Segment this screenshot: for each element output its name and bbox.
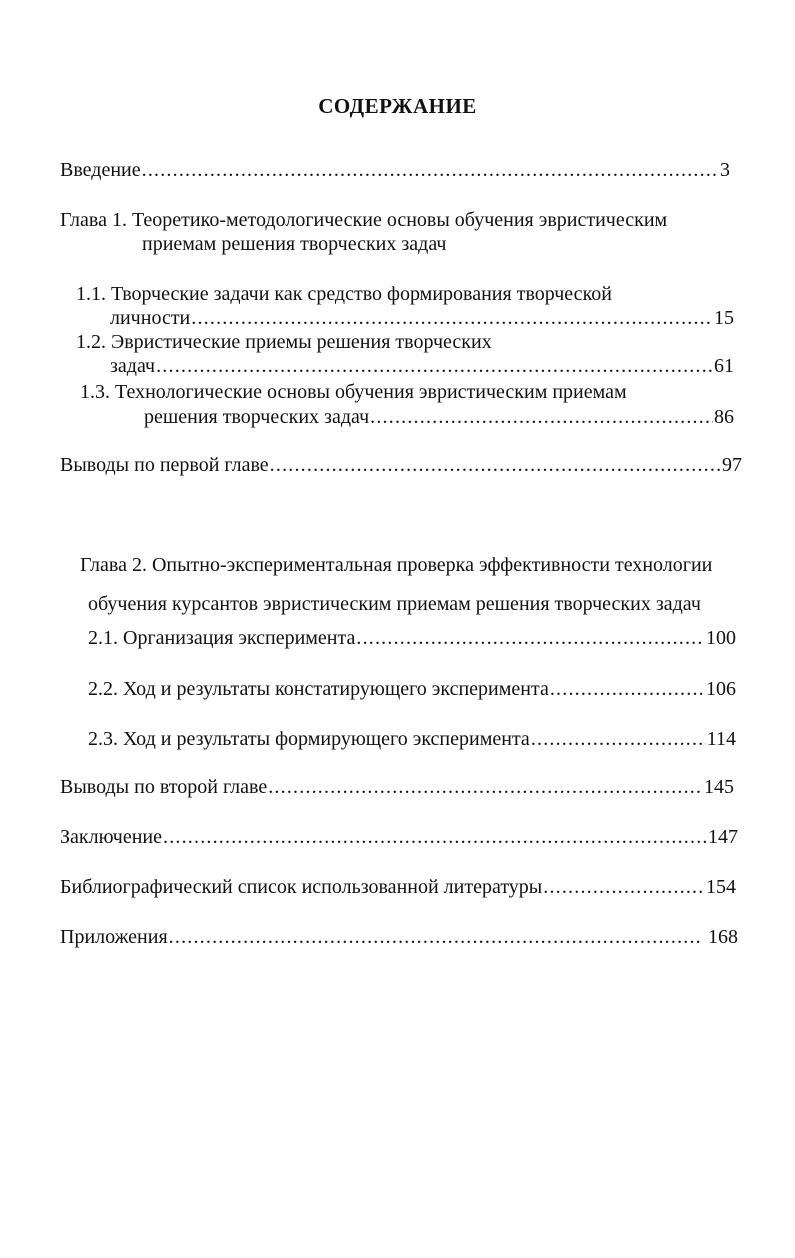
toc-page-number: 15 [714, 307, 734, 329]
leader-dots [550, 677, 705, 701]
toc-entry-appendix [60, 925, 738, 949]
toc-label: 2.2. Ход и результаты констатирующего эксперимента [88, 678, 549, 700]
toc-page-number: 61 [714, 355, 734, 377]
toc-entry-1-2 [110, 354, 734, 378]
toc-label: 2.1. Организация эксперимента [88, 627, 356, 649]
page-title: СОДЕРЖАНИЕ [318, 94, 477, 118]
section-1-1-title: 1.1. Творческие задачи как средство формирования творческой [76, 283, 612, 305]
leader-dots [191, 306, 713, 330]
leader-dots [142, 158, 719, 182]
toc-page-number: 97 [722, 454, 742, 476]
toc-page-number: 147 [708, 826, 738, 848]
toc-page-number: 106 [706, 678, 736, 700]
toc-page-number: 114 [706, 728, 736, 750]
toc-page-number: 168 [703, 926, 738, 948]
toc-entry-conclusion [60, 825, 738, 849]
toc-label: Выводы по первой главе [60, 454, 269, 476]
toc-page-number: 100 [706, 627, 736, 649]
leader-dots [268, 775, 703, 799]
toc-entry-chapter1-conclusions [60, 453, 742, 477]
leader-dots [156, 354, 713, 378]
leader-dots [370, 405, 713, 429]
leader-dots [356, 626, 705, 650]
toc-entry-2-3 [88, 727, 736, 751]
toc-label: решения творческих задач [144, 406, 370, 428]
leader-dots [163, 825, 707, 849]
leader-dots [270, 453, 721, 477]
toc-entry-bibliography [60, 875, 736, 899]
toc-label: 2.3. Ход и результаты формирующего эксперимента [88, 728, 530, 750]
section-1-2-title: 1.2. Эвристические приемы решения творческих [76, 331, 492, 353]
toc-page-number: 145 [704, 776, 734, 798]
toc-entry-1-1 [110, 306, 734, 330]
leader-dots [169, 925, 702, 949]
leader-dots [531, 727, 706, 751]
toc-page-number: 154 [706, 876, 736, 898]
chapter-heading-2: Глава 2. Опытно-экспериментальная проверка эффективности технологии [80, 554, 713, 576]
section-1-3-title: 1.3. Технологические основы обучения эвристическим приемам [80, 381, 627, 403]
toc-entry-1-3 [144, 405, 734, 429]
toc-entry-2-1 [88, 626, 736, 650]
toc-entry-chapter2-conclusions [60, 775, 734, 799]
toc-label: задач [110, 355, 156, 377]
toc-entry-intro [60, 158, 730, 182]
leader-dots [543, 875, 705, 899]
toc-page-number: 3 [720, 159, 730, 181]
toc-label: личности [110, 307, 191, 329]
chapter-heading-1-cont: приемам решения творческих задач [142, 233, 447, 255]
toc-label: Библиографический список использованной литературы [60, 876, 543, 898]
toc-label: Введение [60, 159, 141, 181]
toc-label: Заключение [60, 826, 162, 848]
toc-entry-2-2 [88, 677, 736, 701]
chapter-heading-2-cont: обучения курсантов эвристическим приемам решения творческих задач [88, 593, 701, 615]
toc-page-number: 86 [714, 406, 734, 428]
chapter-heading-1: Глава 1. Теоретико-методологические основы обучения эвристическим [60, 209, 668, 231]
toc-label: Выводы по второй главе [60, 776, 268, 798]
toc-label: Приложения [60, 926, 168, 948]
